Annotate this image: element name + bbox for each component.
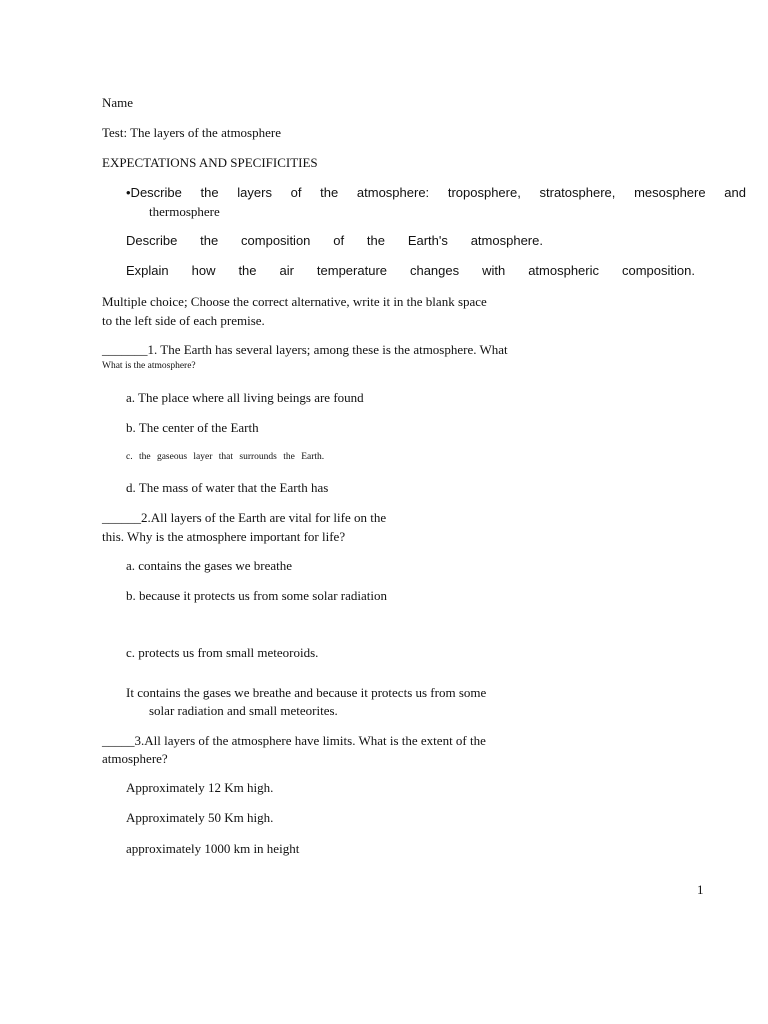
word: atmosphere. xyxy=(470,233,543,248)
word: with xyxy=(482,263,506,278)
word: composition xyxy=(241,233,311,248)
question-2-option-d-line-1: It contains the gases we breathe and because it protects us from some xyxy=(126,685,487,700)
question-3-option-a: Approximately 12 Km high. xyxy=(126,780,274,795)
word: composition. xyxy=(621,263,695,278)
word: and xyxy=(724,185,746,200)
word: air xyxy=(279,263,294,278)
question-1-option-c: c. the gaseous layer that surrounds the Earth. xyxy=(126,452,325,462)
word: the xyxy=(200,233,219,248)
word: •Describe xyxy=(126,185,182,200)
word: layers xyxy=(237,185,272,200)
expectation-item-2 xyxy=(126,233,543,249)
expectation-item-3 xyxy=(126,263,695,279)
expectation-item-1 xyxy=(126,185,746,201)
question-2-option-c: c. protects us from small meteoroids. xyxy=(126,645,319,660)
page-number: 1 xyxy=(697,882,704,897)
word: atmospheric xyxy=(528,263,599,278)
word: how xyxy=(191,263,216,278)
question-1-option-b: b. The center of the Earth xyxy=(126,420,259,435)
word: troposphere, xyxy=(447,185,521,200)
word: the xyxy=(320,185,339,200)
question-2-line-2: this. Why is the atmosphere important for life? xyxy=(102,529,346,544)
expectations-heading: EXPECTATIONS AND SPECIFICITIES xyxy=(102,155,318,170)
question-1-option-d: d. The mass of water that the Earth has xyxy=(126,480,329,495)
question-3-option-c: approximately 1000 km in height xyxy=(126,841,300,856)
question-2-option-b: b. because it protects us from some solar radiation xyxy=(126,588,388,603)
expectation-item-1-cont: thermosphere xyxy=(149,204,220,219)
word: Explain xyxy=(126,263,169,278)
word: of xyxy=(333,233,345,248)
word: Describe xyxy=(126,233,178,248)
question-3-line-1: _____3.All layers of the atmosphere have limits. What is the extent of the xyxy=(102,733,486,748)
question-3-line-2: atmosphere? xyxy=(102,751,168,766)
question-1-option-a: a. The place where all living beings are found xyxy=(126,390,364,405)
instructions-line-2: to the left side of each premise. xyxy=(102,313,265,328)
question-1-line-1: _______1. The Earth has several layers; among these is the atmosphere. What xyxy=(102,342,508,357)
word: Earth's xyxy=(407,233,448,248)
word: stratosphere, xyxy=(539,185,616,200)
word: mesosphere xyxy=(634,185,706,200)
question-2-line-1: ______2.All layers of the Earth are vital for life on the xyxy=(102,510,387,525)
word: the xyxy=(366,233,385,248)
question-2-option-a: a. contains the gases we breathe xyxy=(126,558,293,573)
instructions-line-1: Multiple choice; Choose the correct alternative, write it in the blank space xyxy=(102,294,487,309)
word: of xyxy=(290,185,302,200)
question-1-line-2: What is the atmosphere? xyxy=(102,361,196,371)
word: temperature xyxy=(316,263,387,278)
word: the xyxy=(200,185,219,200)
word: atmosphere: xyxy=(356,185,430,200)
test-title: Test: The layers of the atmosphere xyxy=(102,125,281,140)
name-label: Name xyxy=(102,95,134,110)
question-3-option-b: Approximately 50 Km high. xyxy=(126,810,274,825)
word: changes xyxy=(409,263,460,278)
question-2-option-d-line-2: solar radiation and small meteorites. xyxy=(149,703,338,718)
word: the xyxy=(238,263,257,278)
